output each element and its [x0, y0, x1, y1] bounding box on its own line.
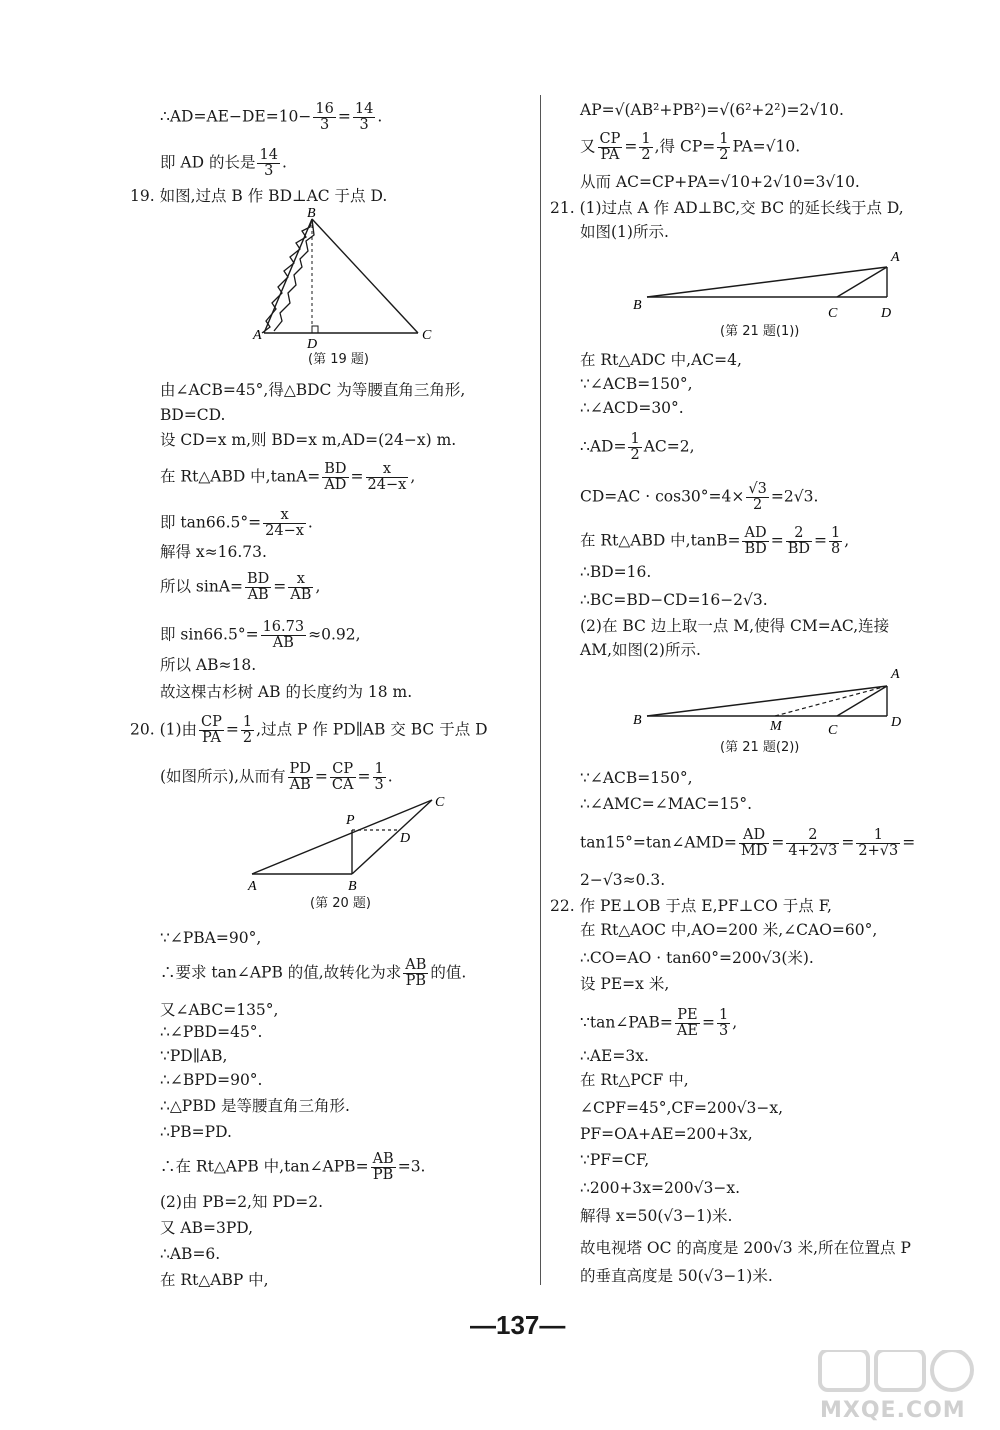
question-21: 21. (1)过点 A 作 AD⊥BC,交 BC 的延长线于点 D, [550, 199, 904, 217]
fraction [598, 132, 623, 163]
text: ∴AD=AE−DE=10− [160, 107, 312, 126]
text: PA=√10. [732, 137, 801, 156]
text-line: 在 Rt△PCF 中, [580, 1071, 689, 1089]
label-d: D [891, 715, 902, 730]
denominator: CA [331, 777, 354, 793]
text-line: 又 AB=3PD, [160, 1219, 254, 1237]
text: ∵tan∠PAB= [580, 1013, 673, 1032]
text: 又 [580, 137, 596, 156]
text-line: 在 Rt△ABP 中, [160, 1271, 269, 1289]
fraction [261, 620, 307, 651]
label-b: B [633, 298, 642, 313]
text-line: ∴200+3x=200√3−x. [580, 1179, 741, 1197]
text: = [350, 467, 364, 486]
page-number: —137— [470, 1310, 566, 1340]
question-22: 22. 作 PE⊥OB 于点 E,PF⊥CO 于点 F, [550, 897, 832, 915]
text: 即 sin66.5°= [160, 625, 259, 644]
fraction [639, 132, 652, 163]
text: = [902, 833, 916, 852]
text: ∴在 Rt△APB 中,tan∠APB= [160, 1157, 369, 1176]
text-line [580, 526, 849, 557]
text: ≈0.92, [308, 625, 361, 644]
denominator: PA [600, 147, 620, 163]
text-line: 2−√3≈0.3. [580, 871, 666, 889]
fraction [245, 572, 271, 603]
fraction [746, 482, 768, 513]
numerator: 1 [856, 828, 900, 844]
text: 即 tan66.5°= [160, 513, 262, 532]
numerator: AD [742, 526, 768, 542]
label-b: B [633, 713, 642, 728]
text: 所以 sinA= [160, 577, 244, 596]
figure-21-1 [625, 245, 915, 325]
label-b: B [348, 879, 357, 894]
figure-20-caption: (第 20 题) [310, 896, 371, 911]
text: = [314, 767, 328, 786]
numerator: 1 [242, 714, 253, 730]
text-line [160, 508, 313, 539]
fraction [313, 102, 335, 133]
denominator: 24−x [367, 477, 407, 493]
label-a: A [248, 879, 257, 894]
denominator: AB [272, 635, 294, 651]
text: . [377, 107, 383, 126]
text: ∴AD= [580, 437, 627, 456]
numerator: PE [675, 1008, 700, 1024]
text: = [273, 577, 287, 596]
text-line: ∴BD=16. [580, 563, 652, 581]
text-line [160, 102, 382, 133]
fraction [786, 526, 812, 557]
text: 在 Rt△ABD 中,tanB= [580, 531, 741, 550]
fraction [717, 132, 730, 163]
numerator: 14 [259, 147, 278, 163]
text-line: ∵PD∥AB, [160, 1047, 228, 1065]
fraction [373, 762, 386, 793]
denominator: AB [247, 587, 269, 603]
text: ∴要求 tan∠APB 的值,故转化为求 [160, 963, 402, 982]
denominator: 24−x [265, 523, 304, 539]
text-line: AP=√(AB²+PB²)=√(6²+2²)=2√10. [580, 101, 844, 119]
text-line: ∵PF=CF, [580, 1151, 650, 1169]
fraction [199, 715, 224, 746]
text-line: BD=CD. [160, 406, 226, 424]
numerator: CP [201, 714, 222, 730]
question-19: 19. 如图,过点 B 作 BD⊥AC 于点 D. [130, 187, 388, 205]
text: . [387, 767, 393, 786]
fraction [739, 828, 769, 859]
text-line: 又∠ABC=135°, [160, 1001, 279, 1019]
text-line: ∴∠ACD=30°. [580, 399, 684, 417]
text-line: 的垂直高度是 50(√3−1)米. [580, 1267, 773, 1285]
denominator: PB [372, 1167, 394, 1183]
text-line: 由∠ACB=45°,得△BDC 为等腰直角三角形, [160, 381, 466, 399]
text-line: 在 Rt△ADC 中,AC=4, [580, 351, 742, 369]
text-line: 故这棵古杉树 AB 的长度约为 18 m. [160, 683, 413, 701]
fraction [717, 1008, 730, 1039]
label-c: C [828, 723, 838, 738]
numerator: 14 [354, 101, 374, 117]
denominator: BD [787, 541, 811, 557]
figure-20 [240, 790, 480, 895]
text: = [770, 531, 784, 550]
text: = [701, 1013, 715, 1032]
text: = [771, 833, 785, 852]
numerator: CP [330, 762, 356, 778]
text-line: ∴AE=3x. [580, 1047, 649, 1065]
figure-19-caption: (第 19 题) [308, 352, 369, 367]
numerator: 16.73 [262, 619, 305, 635]
text: (如图所示),从而有 [160, 767, 286, 786]
text: . [281, 153, 287, 172]
fraction [330, 762, 356, 793]
denominator: MD [740, 843, 768, 859]
label-d: D [400, 831, 411, 846]
numerator: 1 [831, 525, 841, 541]
text-line: ∵∠ACB=150°, [580, 375, 693, 393]
numerator: x [288, 572, 313, 588]
text: = [814, 531, 828, 550]
denominator: BD [744, 541, 767, 557]
numerator: 1 [718, 1007, 729, 1023]
denominator: 3 [718, 1023, 729, 1039]
text-line: ∠CPF=45°,CF=200√3−x, [580, 1099, 783, 1117]
text: =3. [397, 1157, 426, 1176]
figure-21-2 [625, 660, 915, 738]
text: = [337, 107, 351, 126]
label-d: D [881, 306, 892, 321]
text: 的值. [430, 963, 467, 982]
text-line [580, 482, 818, 513]
numerator: CP [599, 131, 621, 147]
numerator: 1 [719, 131, 729, 147]
numerator: BD [247, 571, 270, 587]
figure-19 [250, 205, 540, 350]
text-line [160, 1152, 425, 1183]
numerator: 16 [315, 101, 334, 117]
denominator: 8 [831, 541, 841, 557]
denominator: AB [289, 777, 311, 793]
fraction [403, 958, 428, 989]
text-line: 所以 AB≈18. [160, 656, 257, 674]
figure-21-1-caption: (第 21 题(1)) [720, 324, 800, 339]
fraction [288, 762, 313, 793]
label-m: M [770, 719, 782, 734]
text: = [225, 720, 239, 739]
numerator: AB [372, 1151, 394, 1167]
text-line [580, 432, 695, 463]
text-line [160, 148, 287, 179]
denominator: 2+√3 [858, 843, 899, 859]
denominator: 2 [630, 447, 640, 463]
text-line: 解得 x=50(√3−1)米. [580, 1207, 733, 1225]
watermark-text: MXQE.COM [820, 1398, 966, 1423]
fraction [241, 715, 254, 746]
numerator: 1 [641, 131, 651, 147]
label-b: B [307, 206, 316, 221]
text-line: (2)由 PB=2,知 PD=2. [160, 1193, 324, 1211]
denominator: 3 [264, 163, 274, 179]
denominator: 4+2√3 [788, 843, 838, 859]
denominator: AE [676, 1023, 698, 1039]
text-line [160, 572, 320, 603]
denominator: AB [290, 587, 312, 603]
fraction [742, 526, 768, 557]
label-a: A [253, 328, 262, 343]
denominator: 3 [359, 117, 369, 133]
numerator: √3 [748, 481, 767, 497]
text-line: ∴∠BPD=90°. [160, 1071, 263, 1089]
text: = [841, 833, 855, 852]
text-line: ∴∠AMC=∠MAC=15°. [580, 795, 753, 813]
fraction [353, 102, 375, 133]
label-c: C [422, 328, 432, 343]
fraction [263, 508, 306, 539]
text-line: ∴∠PBD=45°. [160, 1023, 263, 1041]
text: =2√3. [770, 487, 819, 506]
text: , [732, 1013, 738, 1032]
fraction [371, 1152, 396, 1183]
numerator: x [263, 508, 306, 524]
numerator: 2 [786, 526, 812, 542]
text-line: ∴BC=BD−CD=16−2√3. [580, 591, 768, 609]
text-line [160, 462, 415, 493]
denominator: 2 [753, 497, 763, 513]
denominator: 2 [641, 147, 651, 163]
text-line [580, 828, 915, 859]
label-a: A [891, 250, 900, 265]
numerator: 2 [786, 828, 839, 844]
text-line: 解得 x≈16.73. [160, 543, 267, 561]
text-line [580, 1008, 737, 1039]
fraction [366, 462, 409, 493]
label-c: C [435, 795, 445, 810]
text: , [315, 577, 321, 596]
text: . [307, 513, 313, 532]
denominator: 3 [320, 117, 330, 133]
text: CD=AC · cos30°=4× [580, 487, 745, 506]
question-20 [130, 715, 488, 746]
numerator: BD [324, 461, 347, 477]
column-divider [540, 95, 541, 1285]
fraction [322, 462, 348, 493]
text-line [160, 762, 393, 793]
text-line: ∵∠ACB=150°, [580, 769, 693, 787]
fraction [856, 828, 900, 859]
text: , [844, 531, 850, 550]
text: tan15°=tan∠AMD= [580, 833, 737, 852]
text-line [160, 620, 361, 651]
text-line: 设 PE=x 米, [580, 975, 670, 993]
text-line: ∴△PBD 是等腰直角三角形. [160, 1097, 350, 1115]
text: ,过点 P 作 PD∥AB 交 BC 于点 D [256, 720, 488, 739]
text: AC=2, [643, 437, 695, 456]
text: = [357, 767, 371, 786]
label-c: C [828, 306, 838, 321]
numerator: 1 [374, 761, 384, 777]
denominator: AD [324, 477, 347, 493]
numerator: PD [289, 761, 311, 777]
text-line [160, 958, 466, 989]
text: 即 AD 的长是 [160, 153, 256, 172]
text-line: ∵∠PBA=90°, [160, 929, 262, 947]
text: ,得 CP= [654, 137, 716, 156]
fraction [829, 526, 842, 557]
text-line: ∴PB=PD. [160, 1123, 232, 1141]
denominator: PA [202, 730, 221, 746]
text-line: 在 Rt△AOC 中,AO=200 米,∠CAO=60°, [580, 921, 878, 939]
text-line: 设 CD=x m,则 BD=x m,AD=(24−x) m. [160, 431, 457, 449]
fraction [628, 432, 641, 463]
text-line: ∴AB=6. [160, 1245, 221, 1263]
text-line: ∴CO=AO · tan60°=200√3(米). [580, 949, 814, 967]
text: , [410, 467, 416, 486]
numerator: AD [739, 828, 769, 844]
denominator: PB [405, 973, 427, 989]
text-line [580, 132, 800, 163]
denominator: 2 [719, 147, 729, 163]
fraction [675, 1008, 700, 1039]
fraction [288, 572, 313, 603]
text-line: 如图(1)所示. [580, 223, 669, 241]
figure-21-2-caption: (第 21 题(2)) [720, 740, 800, 755]
text-line: AM,如图(2)所示. [580, 641, 701, 659]
fraction [257, 148, 279, 179]
text: 20. (1)由 [130, 720, 198, 739]
denominator: 2 [242, 730, 253, 746]
text-line: 故电视塔 OC 的高度是 200√3 米,所在位置点 P [580, 1239, 911, 1257]
denominator: 3 [374, 777, 384, 793]
text-line: (2)在 BC 边上取一点 M,使得 CM=AC,连接 [580, 617, 890, 635]
label-a: A [891, 667, 900, 682]
fraction [786, 828, 839, 859]
label-p: P [346, 813, 355, 828]
numerator: 1 [630, 431, 640, 447]
text: = [624, 137, 638, 156]
label-d: D [307, 337, 318, 350]
text-line: 从而 AC=CP+PA=√10+2√10=3√10. [580, 173, 860, 191]
text: 在 Rt△ABD 中,tanA= [160, 467, 321, 486]
numerator: AB [405, 957, 427, 973]
text-line: PF=OA+AE=200+3x, [580, 1125, 753, 1143]
numerator: x [366, 462, 409, 478]
